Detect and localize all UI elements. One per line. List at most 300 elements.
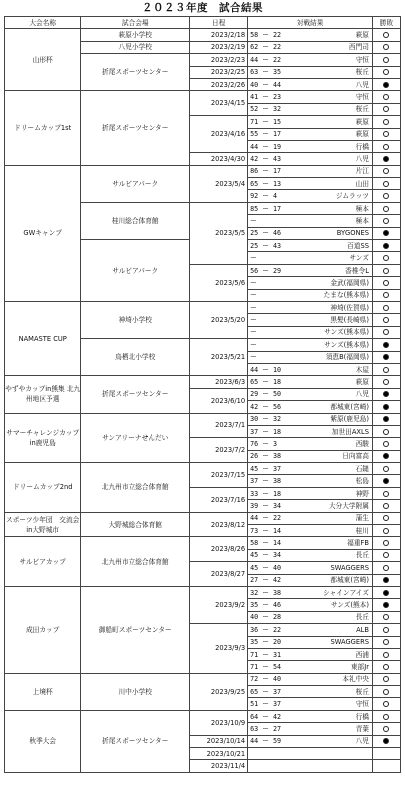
header-competition: 大会名称 bbox=[5, 17, 81, 29]
win-circle-icon bbox=[383, 528, 389, 534]
result-cell bbox=[372, 264, 400, 276]
opponent-cell: 桜丘 bbox=[303, 66, 373, 78]
win-circle-icon bbox=[383, 627, 389, 633]
competition-cell: ドリームカップ2nd bbox=[5, 463, 81, 513]
win-circle-icon bbox=[383, 94, 389, 100]
win-circle-icon bbox=[383, 552, 389, 558]
score-cell: 30 ー 32 bbox=[248, 413, 303, 425]
win-circle-icon bbox=[383, 701, 389, 707]
result-cell bbox=[372, 549, 400, 561]
win-circle-icon bbox=[383, 106, 389, 112]
date-cell: 2023/9/25 bbox=[190, 673, 248, 710]
result-cell bbox=[372, 277, 400, 289]
win-circle-icon bbox=[383, 726, 389, 732]
results-body bbox=[5, 29, 401, 772]
result-cell bbox=[372, 29, 400, 41]
result-cell bbox=[372, 301, 400, 313]
header-match: 対戦結果 bbox=[248, 17, 373, 29]
date-cell: 2023/9/2 bbox=[190, 586, 248, 623]
result-cell bbox=[372, 525, 400, 537]
result-cell bbox=[372, 611, 400, 623]
result-cell bbox=[372, 314, 400, 326]
score-cell bbox=[248, 748, 303, 760]
opponent-cell: 極本 bbox=[303, 215, 373, 227]
win-circle-icon bbox=[383, 441, 389, 447]
score-cell: 56 ー 29 bbox=[248, 264, 303, 276]
results-table bbox=[4, 16, 401, 773]
result-cell bbox=[372, 66, 400, 78]
opponent-cell: サンズ bbox=[303, 252, 373, 264]
opponent-cell: 山田 bbox=[303, 178, 373, 190]
venue-cell: サンアリーナせんだい bbox=[81, 413, 190, 463]
competition-cell: ドリームカップ1st bbox=[5, 91, 81, 165]
score-cell: ー bbox=[248, 351, 303, 363]
venue-cell: 川中小学校 bbox=[81, 673, 190, 710]
date-cell: 2023/8/27 bbox=[190, 562, 248, 587]
loss-circle-icon bbox=[383, 230, 389, 236]
venue-cell: サルビアパーク bbox=[81, 165, 190, 202]
score-cell: 37 ー 38 bbox=[248, 475, 303, 487]
opponent-cell: シャインアイズ bbox=[303, 586, 373, 598]
venue-cell: 神埼小学校 bbox=[81, 301, 190, 338]
score-cell: 40 ー 44 bbox=[248, 78, 303, 90]
table-row bbox=[5, 413, 401, 425]
win-circle-icon bbox=[383, 639, 389, 645]
score-cell: 65 ー 18 bbox=[248, 376, 303, 388]
result-cell bbox=[372, 128, 400, 140]
result-cell bbox=[372, 401, 400, 413]
date-cell: 2023/5/5 bbox=[190, 202, 248, 264]
result-cell bbox=[372, 487, 400, 499]
result-cell bbox=[372, 586, 400, 598]
loss-circle-icon bbox=[383, 590, 389, 596]
result-cell bbox=[372, 91, 400, 103]
win-circle-icon bbox=[383, 466, 389, 472]
venue-cell: 萩原小学校 bbox=[81, 29, 190, 41]
result-cell bbox=[372, 202, 400, 214]
date-cell: 2023/10/14 bbox=[190, 735, 248, 747]
table-row bbox=[5, 463, 401, 475]
date-cell: 2023/5/21 bbox=[190, 339, 248, 376]
date-cell: 2023/7/16 bbox=[190, 487, 248, 512]
score-cell: 45 ー 34 bbox=[248, 549, 303, 561]
date-cell: 2023/4/16 bbox=[190, 116, 248, 153]
score-cell: 32 ー 38 bbox=[248, 586, 303, 598]
win-circle-icon bbox=[383, 614, 389, 620]
opponent-cell: 都城東(宮崎) bbox=[303, 401, 373, 413]
result-cell bbox=[372, 165, 400, 177]
result-cell bbox=[372, 326, 400, 338]
loss-circle-icon bbox=[383, 354, 389, 360]
win-circle-icon bbox=[383, 32, 389, 38]
opponent-cell: 行橋 bbox=[303, 140, 373, 152]
opponent-cell: 蒲生 bbox=[303, 512, 373, 524]
opponent-cell: 西駿 bbox=[303, 438, 373, 450]
loss-circle-icon bbox=[383, 82, 389, 88]
score-cell: 71 ー 31 bbox=[248, 648, 303, 660]
table-row bbox=[5, 673, 401, 685]
loss-circle-icon bbox=[383, 243, 389, 249]
opponent-cell: 桂川 bbox=[303, 525, 373, 537]
result-cell bbox=[372, 153, 400, 165]
result-cell bbox=[372, 41, 400, 53]
score-cell: 62 ー 22 bbox=[248, 41, 303, 53]
date-cell: 2023/4/15 bbox=[190, 91, 248, 116]
opponent-cell: 福重FB bbox=[303, 537, 373, 549]
score-cell: 27 ー 42 bbox=[248, 574, 303, 586]
date-cell: 2023/7/15 bbox=[190, 463, 248, 488]
table-row bbox=[5, 91, 401, 103]
date-cell: 2023/7/2 bbox=[190, 438, 248, 463]
table-row bbox=[5, 512, 401, 524]
opponent-cell: 紫原(鹿児島) bbox=[303, 413, 373, 425]
date-cell: 2023/8/12 bbox=[190, 512, 248, 537]
opponent-cell: 金武(福岡県) bbox=[303, 277, 373, 289]
win-circle-icon bbox=[383, 317, 389, 323]
score-cell: 44 ー 59 bbox=[248, 735, 303, 747]
opponent-cell: 守恒 bbox=[303, 698, 373, 710]
score-cell: 63 ー 35 bbox=[248, 66, 303, 78]
table-row bbox=[5, 165, 401, 177]
result-cell bbox=[372, 438, 400, 450]
date-cell: 2023/6/3 bbox=[190, 376, 248, 388]
win-circle-icon bbox=[383, 491, 389, 497]
opponent-cell: ジムラッツ bbox=[303, 190, 373, 202]
result-cell bbox=[372, 190, 400, 202]
loss-circle-icon bbox=[383, 577, 389, 583]
score-cell: 41 ー 23 bbox=[248, 91, 303, 103]
result-cell bbox=[372, 661, 400, 673]
score-cell: ー bbox=[248, 215, 303, 227]
result-cell bbox=[372, 140, 400, 152]
opponent-cell: 神野 bbox=[303, 487, 373, 499]
score-cell: 65 ー 37 bbox=[248, 686, 303, 698]
score-cell: 44 ー 19 bbox=[248, 140, 303, 152]
date-cell: 2023/2/25 bbox=[190, 66, 248, 78]
result-cell bbox=[372, 673, 400, 685]
opponent-cell: 萩原 bbox=[303, 116, 373, 128]
opponent-cell: 長丘 bbox=[303, 549, 373, 561]
score-cell: 45 ー 37 bbox=[248, 463, 303, 475]
win-circle-icon bbox=[383, 429, 389, 435]
opponent-cell: 片江 bbox=[303, 165, 373, 177]
opponent-cell: サンズ(熊本県) bbox=[303, 326, 373, 338]
score-cell: 72 ー 40 bbox=[248, 673, 303, 685]
score-cell: 39 ー 34 bbox=[248, 500, 303, 512]
loss-circle-icon bbox=[383, 404, 389, 410]
result-cell bbox=[372, 723, 400, 735]
opponent-cell: 西浦 bbox=[303, 648, 373, 660]
result-cell bbox=[372, 475, 400, 487]
opponent-cell: 大分大学附属 bbox=[303, 500, 373, 512]
score-cell: 42 ー 43 bbox=[248, 153, 303, 165]
result-cell bbox=[372, 648, 400, 660]
win-circle-icon bbox=[383, 280, 389, 286]
result-cell bbox=[372, 710, 400, 722]
score-cell: 40 ー 28 bbox=[248, 611, 303, 623]
opponent-cell: BYGONES bbox=[303, 227, 373, 239]
opponent-cell: 桜丘 bbox=[303, 686, 373, 698]
score-cell: 64 ー 42 bbox=[248, 710, 303, 722]
result-cell bbox=[372, 537, 400, 549]
date-cell: 2023/2/19 bbox=[190, 41, 248, 53]
result-cell bbox=[372, 116, 400, 128]
opponent-cell: SWAGGERS bbox=[303, 636, 373, 648]
table-row bbox=[5, 710, 401, 722]
score-cell bbox=[248, 760, 303, 772]
loss-circle-icon bbox=[383, 602, 389, 608]
table-row bbox=[5, 537, 401, 549]
win-circle-icon bbox=[383, 144, 389, 150]
result-cell bbox=[372, 748, 400, 760]
win-circle-icon bbox=[383, 689, 389, 695]
score-cell: 35 ー 20 bbox=[248, 636, 303, 648]
loss-circle-icon bbox=[383, 416, 389, 422]
result-cell bbox=[372, 240, 400, 252]
win-circle-icon bbox=[383, 193, 389, 199]
score-cell: 71 ー 54 bbox=[248, 661, 303, 673]
date-cell: 2023/7/1 bbox=[190, 413, 248, 438]
win-circle-icon bbox=[383, 57, 389, 63]
score-cell: 25 ー 43 bbox=[248, 240, 303, 252]
header-row bbox=[5, 17, 401, 29]
date-cell: 2023/5/20 bbox=[190, 301, 248, 338]
score-cell: 26 ー 38 bbox=[248, 450, 303, 462]
score-cell: 85 ー 17 bbox=[248, 202, 303, 214]
venue-cell: 八児小学校 bbox=[81, 41, 190, 53]
win-circle-icon bbox=[383, 565, 389, 571]
win-circle-icon bbox=[383, 119, 389, 125]
competition-cell: 秋季大会 bbox=[5, 710, 81, 772]
result-cell bbox=[372, 760, 400, 772]
date-cell: 2023/5/6 bbox=[190, 264, 248, 301]
header-date: 日程 bbox=[190, 17, 248, 29]
score-cell: 44 ー 10 bbox=[248, 363, 303, 375]
result-cell bbox=[372, 450, 400, 462]
date-cell: 2023/6/10 bbox=[190, 388, 248, 413]
opponent-cell: 石鎚 bbox=[303, 463, 373, 475]
win-circle-icon bbox=[383, 515, 389, 521]
opponent-cell bbox=[303, 748, 373, 760]
score-cell: 51 ー 37 bbox=[248, 698, 303, 710]
score-cell: 35 ー 46 bbox=[248, 599, 303, 611]
venue-cell: 御船町スポーツセンター bbox=[81, 586, 190, 673]
win-circle-icon bbox=[383, 181, 389, 187]
score-cell: ー bbox=[248, 277, 303, 289]
win-circle-icon bbox=[383, 168, 389, 174]
result-cell bbox=[372, 512, 400, 524]
score-cell: 44 ー 22 bbox=[248, 512, 303, 524]
win-circle-icon bbox=[383, 676, 389, 682]
result-cell bbox=[372, 376, 400, 388]
date-cell: 2023/2/23 bbox=[190, 54, 248, 66]
score-cell: 42 ー 56 bbox=[248, 401, 303, 413]
score-cell: 65 ー 13 bbox=[248, 178, 303, 190]
page-title: ２０２３年度 試合結果 bbox=[142, 2, 263, 14]
opponent-cell: 萩原 bbox=[303, 376, 373, 388]
opponent-cell: ALB bbox=[303, 624, 373, 636]
opponent-cell: 萩原 bbox=[303, 29, 373, 41]
result-cell bbox=[372, 215, 400, 227]
result-cell bbox=[372, 698, 400, 710]
score-cell: ー bbox=[248, 314, 303, 326]
opponent-cell: 百道SS bbox=[303, 240, 373, 252]
score-cell: 76 ー 3 bbox=[248, 438, 303, 450]
result-cell bbox=[372, 178, 400, 190]
score-cell: 58 ー 22 bbox=[248, 29, 303, 41]
opponent-cell: たまな(熊本県) bbox=[303, 289, 373, 301]
win-circle-icon bbox=[383, 305, 389, 311]
competition-cell: スポーツ少年団 交流会 in大野城市 bbox=[5, 512, 81, 537]
venue-cell: 鳥栖北小学校 bbox=[81, 339, 190, 376]
table-row bbox=[5, 29, 401, 41]
win-circle-icon bbox=[383, 268, 389, 274]
date-cell: 2023/10/9 bbox=[190, 710, 248, 735]
win-circle-icon bbox=[383, 503, 389, 509]
opponent-cell: 本礼中央 bbox=[303, 673, 373, 685]
win-circle-icon bbox=[383, 44, 389, 50]
date-cell: 2023/10/21 bbox=[190, 748, 248, 760]
competition-cell: やずやカップin熊集 北九州地区予選 bbox=[5, 376, 81, 413]
score-cell: 86 ー 17 bbox=[248, 165, 303, 177]
loss-circle-icon bbox=[383, 478, 389, 484]
competition-cell: 成田カップ bbox=[5, 586, 81, 673]
score-cell: 55 ー 17 bbox=[248, 128, 303, 140]
loss-circle-icon bbox=[383, 156, 389, 162]
header-result: 勝敗 bbox=[372, 17, 400, 29]
date-cell: 2023/8/26 bbox=[190, 537, 248, 562]
opponent-cell: 守恒 bbox=[303, 91, 373, 103]
win-circle-icon bbox=[383, 69, 389, 75]
score-cell: ー bbox=[248, 289, 303, 301]
opponent-cell: 萩原 bbox=[303, 128, 373, 140]
score-cell: 92 ー 4 bbox=[248, 190, 303, 202]
competition-cell: GWキャンプ bbox=[5, 165, 81, 301]
result-cell bbox=[372, 599, 400, 611]
competition-cell: 上境杯 bbox=[5, 673, 81, 710]
loss-circle-icon bbox=[383, 738, 389, 744]
result-cell bbox=[372, 562, 400, 574]
loss-circle-icon bbox=[383, 391, 389, 397]
win-circle-icon bbox=[383, 131, 389, 137]
competition-cell: NAMASTE CUP bbox=[5, 301, 81, 375]
score-cell: 63 ー 27 bbox=[248, 723, 303, 735]
result-cell bbox=[372, 289, 400, 301]
loss-circle-icon bbox=[383, 453, 389, 459]
date-cell: 2023/2/18 bbox=[190, 29, 248, 41]
win-circle-icon bbox=[383, 218, 389, 224]
table-row bbox=[5, 376, 401, 388]
result-cell bbox=[372, 686, 400, 698]
date-cell: 2023/9/3 bbox=[190, 624, 248, 674]
result-cell bbox=[372, 636, 400, 648]
venue-cell: 北九州市立総合体育館 bbox=[81, 537, 190, 587]
date-cell: 2023/4/30 bbox=[190, 153, 248, 165]
result-cell bbox=[372, 78, 400, 90]
win-circle-icon bbox=[383, 329, 389, 335]
win-circle-icon bbox=[383, 540, 389, 546]
opponent-cell: サンズ(熊本) bbox=[303, 599, 373, 611]
score-cell: 37 ー 18 bbox=[248, 425, 303, 437]
competition-cell: 山形杯 bbox=[5, 29, 81, 91]
date-cell: 2023/11/4 bbox=[190, 760, 248, 772]
score-cell: 71 ー 15 bbox=[248, 116, 303, 128]
score-cell: 52 ー 32 bbox=[248, 103, 303, 115]
win-circle-icon bbox=[383, 652, 389, 658]
score-cell: 25 ー 46 bbox=[248, 227, 303, 239]
result-cell bbox=[372, 500, 400, 512]
venue-cell: 桂川総合体育館 bbox=[81, 202, 190, 239]
opponent-cell: 神埼(佐賀県) bbox=[303, 301, 373, 313]
opponent-cell: SWAGGERS bbox=[303, 562, 373, 574]
opponent-cell bbox=[303, 760, 373, 772]
result-cell bbox=[372, 413, 400, 425]
opponent-cell: 加世田AXLS bbox=[303, 425, 373, 437]
score-cell: ー bbox=[248, 326, 303, 338]
win-circle-icon bbox=[383, 206, 389, 212]
venue-cell: 折尾スポーツセンター bbox=[81, 376, 190, 413]
win-circle-icon bbox=[383, 255, 389, 261]
opponent-cell: 八児 bbox=[303, 388, 373, 400]
result-cell bbox=[372, 103, 400, 115]
venue-cell: 大野城総合体育館 bbox=[81, 512, 190, 537]
opponent-cell: 西門司 bbox=[303, 41, 373, 53]
score-cell: ー bbox=[248, 301, 303, 313]
score-cell: ー bbox=[248, 252, 303, 264]
opponent-cell: 長丘 bbox=[303, 611, 373, 623]
venue-cell: 折尾スポーツセンター bbox=[81, 54, 190, 91]
opponent-cell: サンズ(熊本県) bbox=[303, 339, 373, 351]
opponent-cell: 須恵B(福岡県) bbox=[303, 351, 373, 363]
score-cell: 45 ー 40 bbox=[248, 562, 303, 574]
competition-cell: サマーチャレンジカップ in鹿児島 bbox=[5, 413, 81, 463]
result-cell bbox=[372, 339, 400, 351]
venue-cell: 折尾スポーツセンター bbox=[81, 710, 190, 772]
opponent-cell: 行橋 bbox=[303, 710, 373, 722]
opponent-cell: 青葉 bbox=[303, 723, 373, 735]
win-circle-icon bbox=[383, 292, 389, 298]
opponent-cell: 東部Jr bbox=[303, 661, 373, 673]
opponent-cell: 黒髪(長崎県) bbox=[303, 314, 373, 326]
venue-cell: 北九州市立総合体育館 bbox=[81, 463, 190, 513]
opponent-cell: 八児 bbox=[303, 735, 373, 747]
opponent-cell: 守恒 bbox=[303, 54, 373, 66]
result-cell bbox=[372, 574, 400, 586]
score-cell: 44 ー 22 bbox=[248, 54, 303, 66]
loss-circle-icon bbox=[383, 342, 389, 348]
result-cell bbox=[372, 425, 400, 437]
opponent-cell: 香椎令L bbox=[303, 264, 373, 276]
result-cell bbox=[372, 735, 400, 747]
result-cell bbox=[372, 54, 400, 66]
result-cell bbox=[372, 388, 400, 400]
opponent-cell: 八児 bbox=[303, 153, 373, 165]
result-cell bbox=[372, 351, 400, 363]
result-cell bbox=[372, 363, 400, 375]
result-cell bbox=[372, 252, 400, 264]
score-cell: 36 ー 22 bbox=[248, 624, 303, 636]
result-cell bbox=[372, 227, 400, 239]
score-cell: 29 ー 50 bbox=[248, 388, 303, 400]
win-circle-icon bbox=[383, 367, 389, 373]
win-circle-icon bbox=[383, 379, 389, 385]
venue-cell: サルビアパーク bbox=[81, 240, 190, 302]
date-cell: 2023/2/26 bbox=[190, 78, 248, 90]
score-cell: ー bbox=[248, 339, 303, 351]
header-venue: 試合会場 bbox=[81, 17, 190, 29]
opponent-cell: 日向富高 bbox=[303, 450, 373, 462]
score-cell: 58 ー 14 bbox=[248, 537, 303, 549]
